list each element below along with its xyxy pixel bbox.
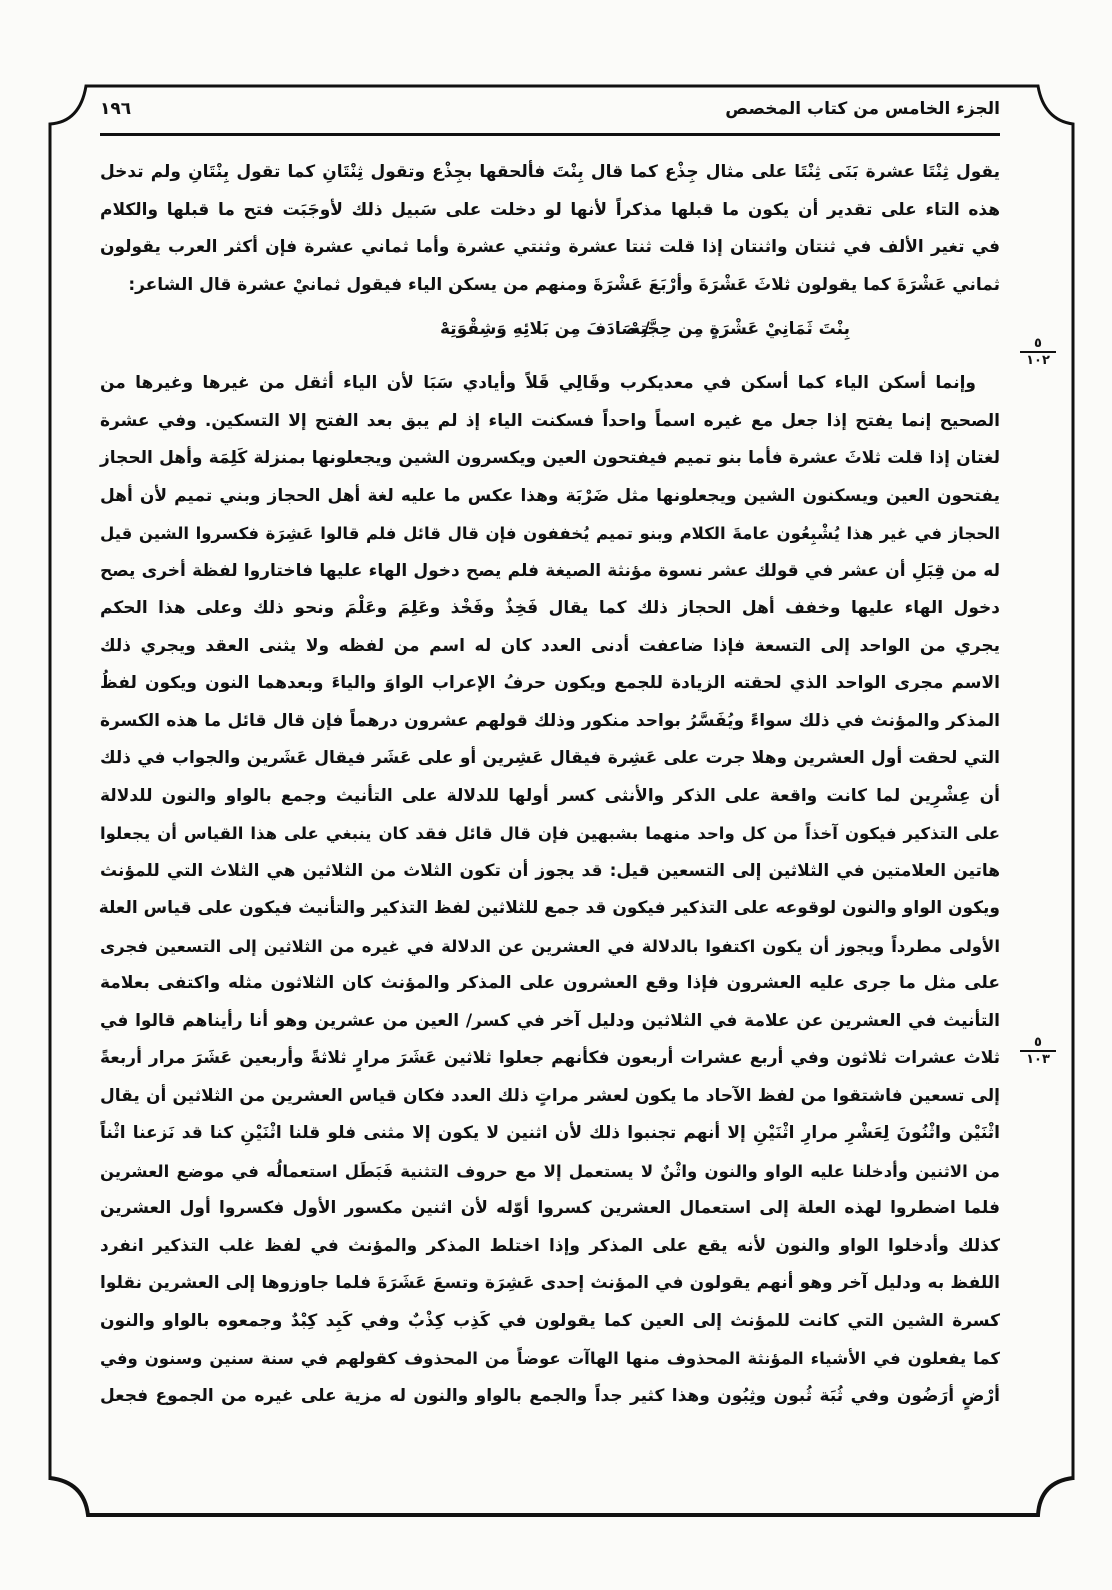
- text-line: اللفظ به ودليل آخر وهو أنهم يقولون في المؤنث إحدى عَشِرَة وتسعَ عَشَرَةَ فلما جاوزوها إلى العشرين نقلوا: [100, 1273, 1000, 1293]
- text-line: أن عِشْرِين لما كانت واقعة على الذكر والأنثى كسر أولها للدلالة على التأنيث وجمع بالواو والنون للدلالة: [100, 785, 1000, 806]
- margin-page-number: ١٠٢: [1026, 353, 1050, 368]
- margin-page-reference: [1020, 1035, 1056, 1067]
- page-number: ١٩٦: [100, 99, 132, 119]
- opening-paragraph: [100, 154, 1000, 304]
- margin-volume-number: ٥: [1020, 1035, 1056, 1052]
- verse-first-hemistich: / صَادَفَ مِن بَلائِهِ وَشِقْوَتِهْ: [440, 319, 650, 339]
- text-line: في تغير الألف في ثنتان واثنتان إذا قلت ثنتا عشرة وثنتي عشرة وأما ثماني عشرة فإن أكثر العرب يقولون: [100, 237, 1000, 257]
- text-line: دخول الهاء عليها وخفف أهل الحجاز ذلك كما يقال فَخِذٌ وفَخْذ وعَلِمَ وعَلْمَ ونحو ذلك وعلى هذا الحكم: [100, 598, 1000, 618]
- text-line: له من قِبَلِ أن عشر في قولك عشر نسوة مؤنثة الصيغة فلم يصح دخول الهاء عليها فاختاروا لفظة أخرى يصح: [100, 560, 1000, 581]
- margin-page-reference: [1020, 336, 1056, 368]
- text-line: المذكر والمؤنث في ذلك سواءً ويُفَسَّرُ بواحد منكور وذلك قولهم عشرون درهماً فإن قال قائل ما هذه الكسرة: [100, 710, 1000, 731]
- text-line: وإنما أسكن الياء كما أسكن في معديكرب وقَالِي قَلاً وأيادي سَبَا لأن الياء أثقل من غيرها وغيرها من: [100, 373, 976, 393]
- text-line: التي لحقت أول العشرين وهلا جرت على عَشِرة فيقال عَشِرين أو على عَشَر فيقال عَشَرين والجواب في ذلك: [100, 748, 1000, 768]
- verse-second-hemistich: بِنْتَ ثَمَانِيْ عَشْرَةٍ مِن حِجَّتِهْ: [630, 319, 850, 339]
- text-line: يقول ثِنْتَا عشرة بَنَى ثِنْتَا على مثال جِذْع كما قال بِنْتَ فألحقها بجِذْع وتقول ثِنْتَانِ كما تقول بِنْتَانِ ولم تدخل: [100, 162, 1000, 182]
- text-line: اثْنَيْن واثْنُونَ لِعَشْرِ مرارِ اثْنَيْنِ إلا أنهم تجنبوا ذلك لأن اثنين لا يكون إلا مثنى فلو قلنا اثْنَيْنِ كنا قد نَزعنا اثْناً: [100, 1123, 1000, 1143]
- running-header: [100, 94, 1000, 124]
- text-line: لغتان إذا قلت ثلاثَ عشرة فأما بنو تميم فيفتحون العين ويكسرون الشين ويجعلونها بمنزلة كَلِمَة وأهل الحجاز: [100, 448, 1000, 468]
- margin-volume-number: ٥: [1020, 336, 1056, 353]
- text-line: ثماني عَشْرَةَ كما يقولون ثلاثَ عَشْرَةَ وأرْبَعَ عَشْرَةَ ومنهم من يسكن الياء فيقول ثمانيْ عشرة قال الشاعر:: [128, 274, 1000, 295]
- text-line: يجري من الواحد إلى التسعة فإذا ضاعفت أدنى العدد كان له اسم من لفظه ولا يثنى العقد ويجري ذلك: [100, 635, 1000, 656]
- text-line: الأولى مطرداً ويجوز أن يكون اكتفوا بالدلالة في العشرين عن الدلالة في غيره من الثلاثين إلى التسعين فجرى: [100, 936, 1000, 956]
- margin-page-number: ١٠٣: [1026, 1052, 1050, 1067]
- text-line: كسرة الشين التي كانت للمؤنث إلى العين كما يقولون في كَذِب كِذْبٌ وفي كَبِد كِبْدٌ وجمعوه بالواو والنون: [100, 1310, 1000, 1331]
- text-line: على التذكير فيكون آخذاً من كل واحد منهما بشبهين فإن قال قائل فقد كان ينبغي على هذا القياس أن يجعلوا: [100, 824, 1000, 843]
- text-line: هذه التاء على تقدير أن يكون ما قبلها مذكراً لأنها لو دخلت على سَبيل ذلك لأوجَبَت فتح ما قبلها والكلام: [100, 199, 1000, 220]
- text-line: فلما اضطروا لهذه العلة إلى استعمال العشرين كسروا أوّله لأن اثنين مكسور الأول فكسروا أول العشرين: [100, 1198, 1000, 1218]
- main-text-body: [100, 365, 1000, 1415]
- text-line: الاسم مجرى الواحد الذي لحقته الزيادة للجمع ويكون حرفُ الإعراب الواوَ والياءَ وبعدهما النون ويكون لفظُ: [100, 673, 1000, 693]
- book-part-title: الجزء الخامس من كتاب المخصص: [725, 99, 1000, 119]
- text-line: على مثل ما جرى عليه العشرون فإذا وقع العشرون على المذكر والمؤنث كان الثلاثون مثله واكتفى بعلامة: [100, 973, 1000, 993]
- text-line: التأنيث في العشرين عن علامة في الثلاثين ودليل آخر في كسر/ العين من عشرين وهو أنا رأيناهم قالوا في: [100, 1010, 1000, 1031]
- header-rule: [100, 133, 1000, 136]
- text-line: الصحيح إنما يفتح إذا جعل مع غيره اسماً واحداً فسكنت الياء إذ لم يبق بعد الفتح إلا التسكين. وفي عشرة: [100, 410, 1000, 431]
- text-line: كما يفعلون في الأشياء المؤنثة المحذوف منها الهاآت عوضاً من المحذوف كقولهم في سنة سنين وسنون وفي: [100, 1349, 1000, 1368]
- text-line: كذلك وأدخلوا الواو والنون لأنه يقع على المذكر وإذا اختلط المذكر والمؤنث في لفظ غلب التذكير انفرد: [100, 1235, 1000, 1256]
- text-line: من الاثنين وأدخلنا عليه الواو والنون واثْنٌ لا يستعمل إلا مع حروف التثنية فَبَطَل استعمالُه في موضع العشرين: [100, 1161, 1000, 1181]
- text-line: الحجاز في غير هذا يُشْبِعُون عامةَ الكلام وبنو تميم يُخففون فإن قال قائل فلم قالوا عَشِرَة فكسروا الشين قيل: [100, 524, 1000, 543]
- text-line: ويكون الواو والنون لوقوعه على التذكير فيكون قد جمع للثلاثين لفظ التذكير والتأنيث فيكون على قياس العلة: [98, 898, 1000, 918]
- text-line: هاتين العلامتين في الثلاثين إلى التسعين قيل: قد يجوز أن تكون الثلاث من الثلاثين هي الثلاث التي للمؤنث: [100, 860, 1000, 881]
- text-line: أرْضٍ أرَضُون وفي ثُبَة ثُبون وثِبُون وهذا كثير جداً والجمع بالواو والنون له مزية على غيره من الجموع فجعل: [100, 1385, 1000, 1406]
- text-line: إلى تسعين فاشتقوا من لفظ الآحاد ما يكون لعشر مراتٍ ذلك العدد فكان قياس العشرين من الثلاثين أن يقال: [100, 1085, 1000, 1106]
- text-line: يفتحون العين ويسكنون الشين ويجعلونها مثل ضَرْبَة وهذا عكس ما عليه لغة أهل الحجاز وبني تميم لأن أهل: [100, 485, 1000, 506]
- text-line: ثلاث عشرات ثلاثون وفي أربع عشرات أربعون فكأنهم جعلوا ثلاثين عَشَرَ مرارٍ ثلاثةً وأربعين عَشَرَ مرار أربعةً: [100, 1048, 1000, 1068]
